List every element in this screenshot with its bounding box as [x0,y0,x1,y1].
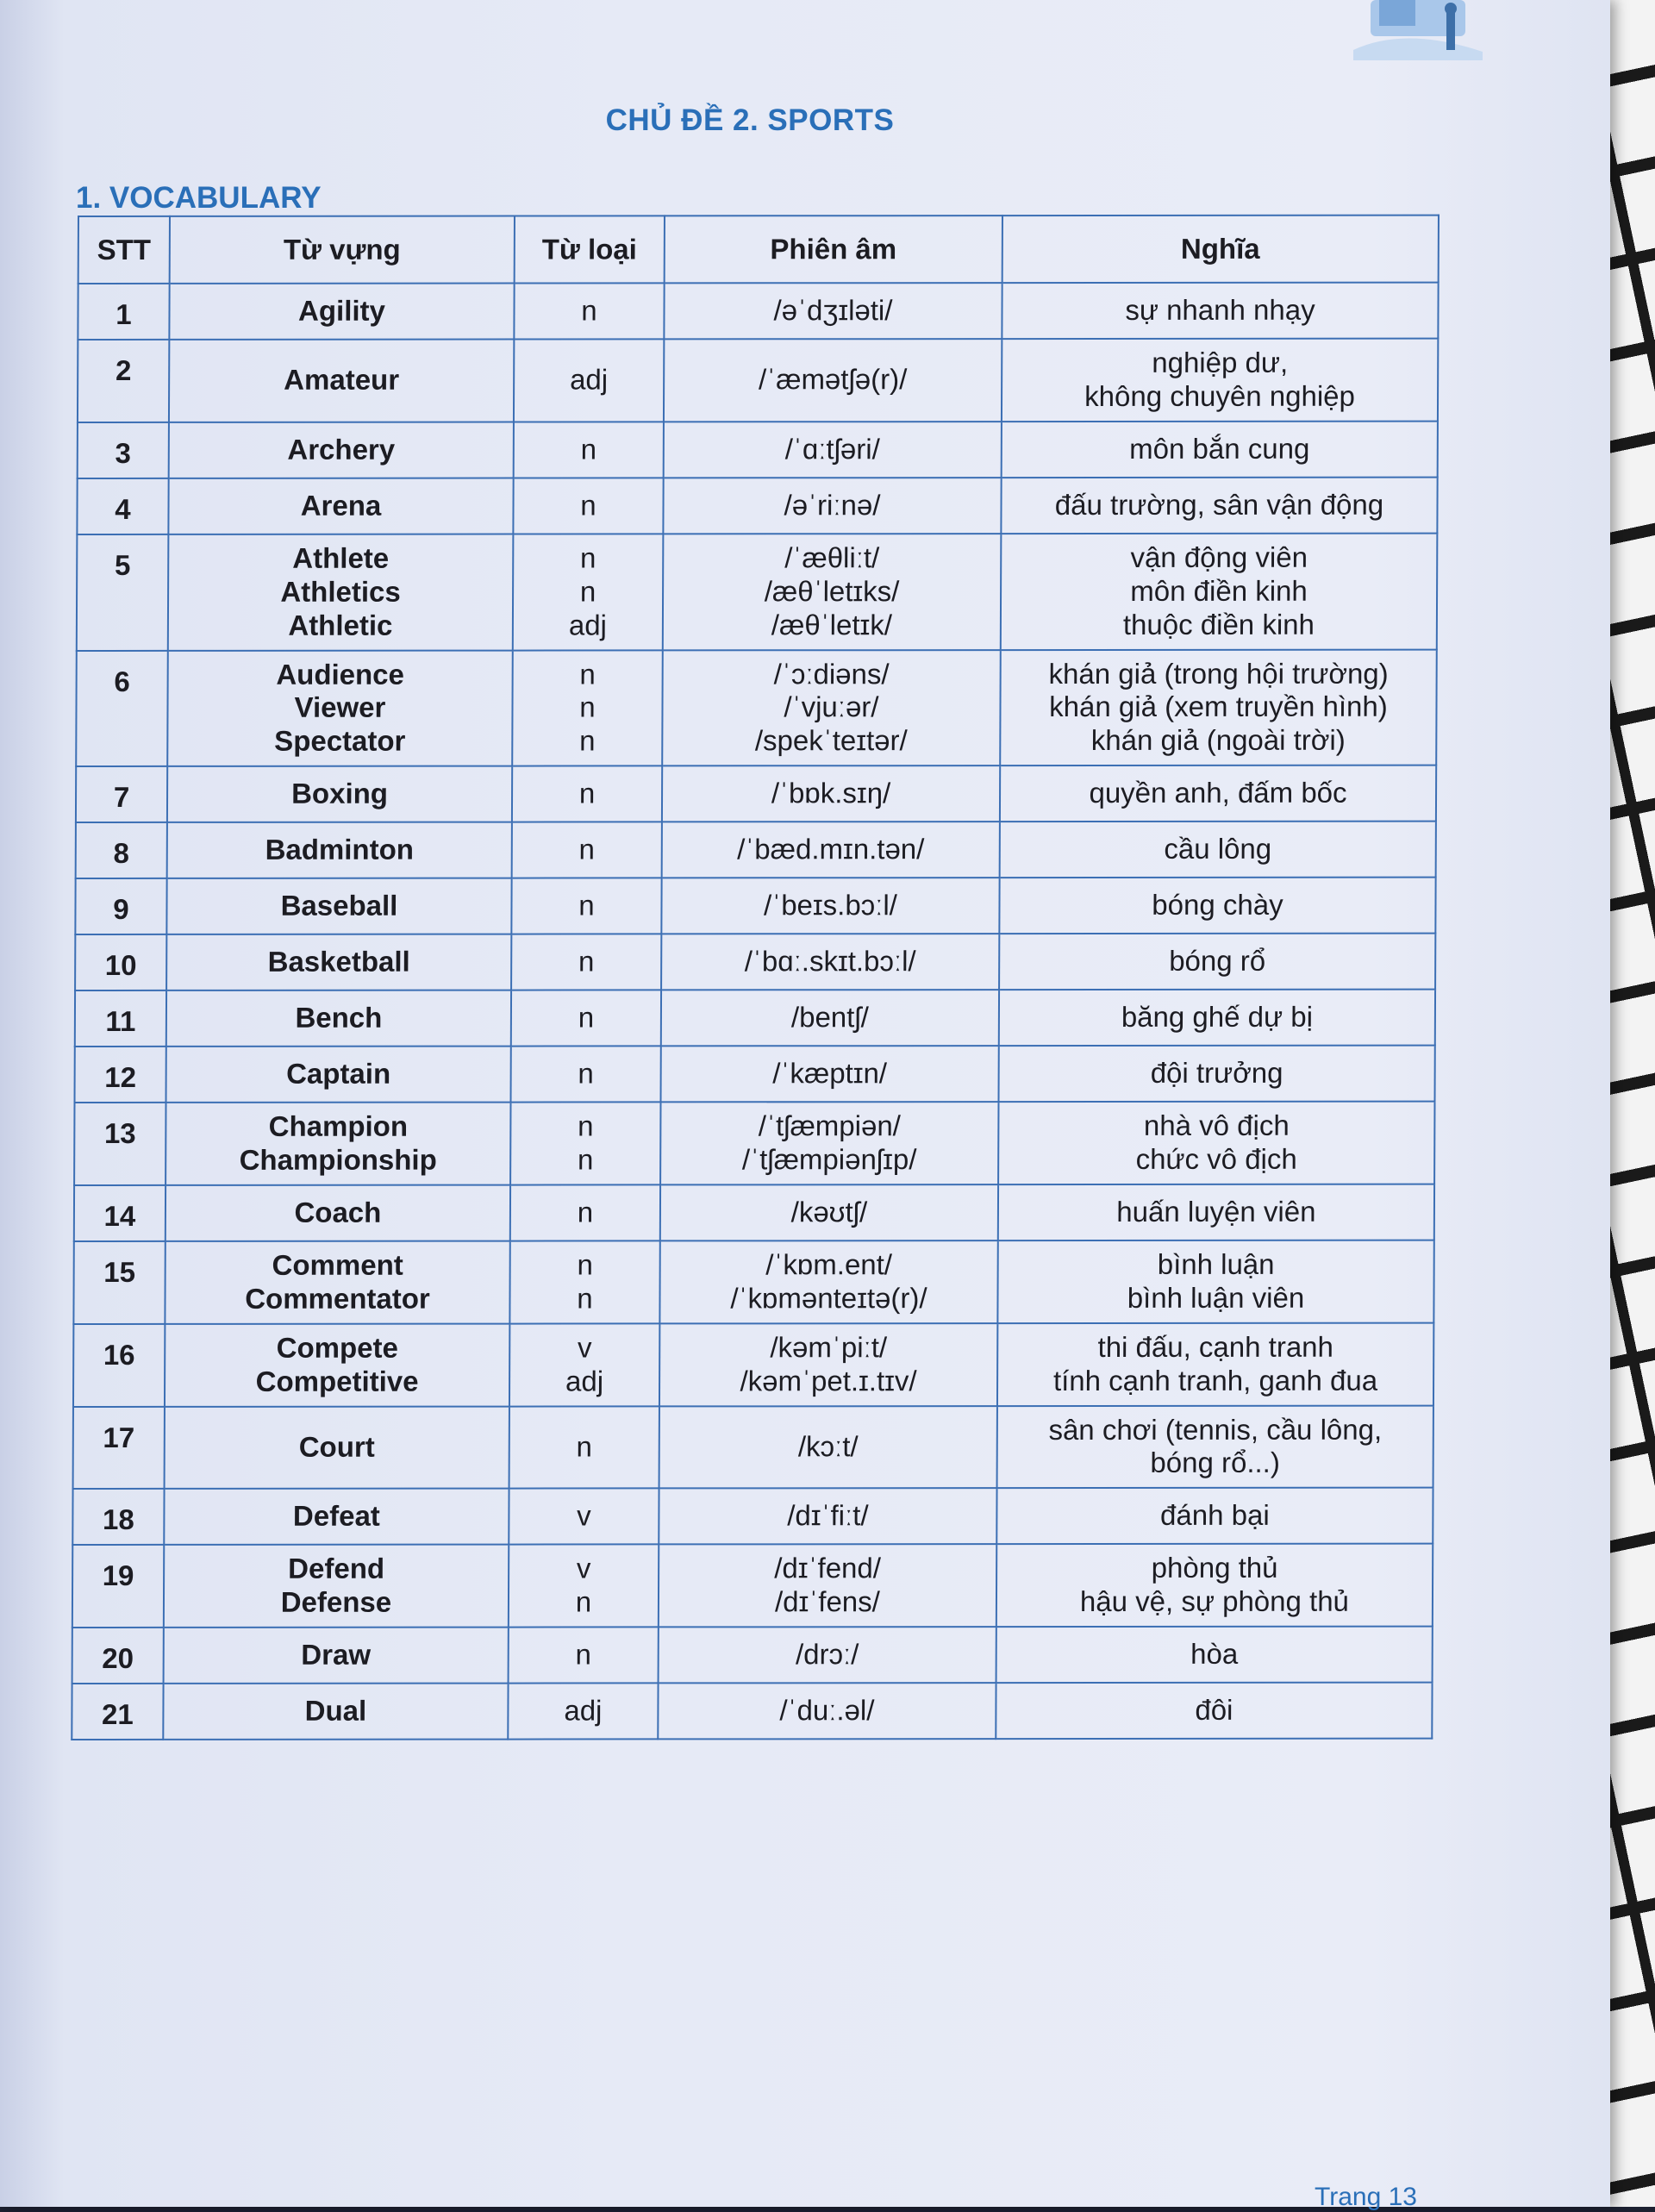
pos-cell [511,990,661,1046]
meaning-text: hậu vệ, sự phòng thủ [1079,1584,1350,1618]
part-of-speech: n [578,1109,594,1142]
pos-cell [513,534,664,650]
part-of-speech: n [575,1638,591,1671]
table-row [74,1184,1434,1240]
phonetic-transcription: /bentʃ/ [790,1001,869,1034]
phonetic-transcription: /dɪˈfens/ [774,1585,880,1618]
word-cell [166,1184,510,1240]
row-number: 7 [76,766,167,822]
pos-cell [514,339,664,422]
meaning-text: cầu lông [1164,833,1272,865]
vocab-word: Commentator [245,1282,430,1315]
part-of-speech: n [576,1430,593,1463]
word-cell [167,822,512,878]
part-of-speech: n [578,889,595,922]
row-number: 4 [77,478,168,534]
pos-cell [510,1184,660,1240]
part-of-speech: n [579,690,596,723]
part-of-speech: n [575,1585,592,1618]
meaning-text: băng ghế dự bị [1121,1000,1314,1034]
word-cell [165,1406,509,1489]
phonetic-transcription: /dɪˈfend/ [774,1552,882,1584]
vocab-word: Arena [300,489,382,522]
meaning-cell [1002,339,1438,422]
phonetic-transcription: /spekˈteɪtər/ [754,724,908,757]
meaning-cell [998,1184,1434,1240]
row-number: 3 [78,422,169,478]
pos-cell [514,283,664,339]
header-pos: Từ loại [515,216,665,283]
pos-cell [513,478,663,534]
meaning-cell [999,990,1435,1046]
chapter-title: CHỦ ĐỀ 2. SPORTS [605,103,895,137]
meaning-text: chức vô địch [1135,1142,1297,1175]
row-number: 17 [73,1406,165,1489]
phonetic-transcription: /ˈæθliːt/ [784,541,880,573]
meaning-cell [1002,421,1438,477]
ipa-cell [662,650,1001,766]
vocab-word: Draw [301,1638,372,1671]
phonetic-transcription: /əˈdʒɪləti/ [773,294,893,327]
vocab-word: Comment [272,1248,403,1281]
table-row [72,1544,1433,1628]
table-row [73,1322,1433,1406]
ipa-cell [660,1184,998,1240]
phonetic-transcription: /ˈtʃæmpiənʃɪp/ [741,1143,917,1176]
part-of-speech: n [578,833,596,865]
table-row [78,339,1438,422]
row-number: 5 [77,534,169,651]
row-number: 14 [74,1185,166,1241]
part-of-speech: v [577,1499,591,1532]
ipa-cell [659,1406,997,1489]
row-number: 6 [76,650,168,766]
row-number: 16 [73,1324,165,1407]
row-number: 20 [72,1628,164,1684]
pos-cell [509,1406,659,1489]
meaning-cell [997,1322,1433,1405]
pos-cell [508,1684,658,1740]
meaning-text: bình luận viên [1127,1281,1305,1314]
vocab-word: Competitive [255,1365,419,1397]
ipa-cell [660,1102,998,1184]
pos-cell [511,878,661,934]
meaning-cell [997,1240,1433,1322]
vocab-word: Defense [280,1585,392,1619]
part-of-speech: n [579,541,596,574]
row-number: 18 [72,1489,164,1545]
row-number: 13 [74,1103,166,1185]
ipa-cell [661,990,999,1046]
word-cell [169,339,514,422]
word-cell [166,1047,511,1103]
part-of-speech: v [577,1331,592,1364]
meaning-cell [1000,649,1437,765]
table-row [78,283,1438,340]
ipa-cell [658,1683,996,1739]
table-row [76,765,1436,822]
table-row [75,934,1435,990]
part-of-speech: n [577,1143,594,1176]
vocab-word: Boxing [291,778,389,810]
phonetic-transcription: /ˈbæd.mɪn.tən/ [737,833,925,865]
vocab-word: Champion [268,1109,409,1142]
phonetic-transcription: /kəmˈpiːt/ [770,1330,888,1363]
meaning-cell [996,1683,1432,1739]
row-number: 15 [73,1241,165,1324]
word-cell [166,1103,510,1185]
pos-cell [512,822,662,878]
phonetic-transcription: /ˈɑːtʃəri/ [784,433,880,466]
part-of-speech: n [580,433,597,466]
part-of-speech: n [578,1001,595,1034]
row-number: 21 [72,1684,163,1740]
pos-cell [512,766,662,822]
vocab-word: Coach [294,1196,382,1228]
phonetic-transcription: /æθˈletɪk/ [771,608,893,640]
pos-cell [511,934,661,990]
ipa-cell [659,1323,997,1406]
phonetic-transcription: /kəmˈpet.ɪ.tɪv/ [740,1364,917,1397]
pos-cell [509,1240,659,1323]
vocab-word: Amateur [284,364,400,397]
pos-cell [509,1628,659,1684]
ipa-cell [664,283,1002,339]
vocab-word: Bench [295,1001,383,1034]
part-of-speech: v [576,1552,591,1584]
phonetic-transcription: /kɔːt/ [797,1430,859,1463]
vocab-word: Baseball [280,889,398,922]
part-of-speech: adj [565,1365,604,1397]
meaning-cell [999,934,1435,990]
table-row [72,1488,1433,1545]
phonetic-transcription: /ˈbɒk.sɪŋ/ [771,777,891,809]
phonetic-transcription: /dɪˈfiːt/ [787,1499,869,1532]
page-number: Trang 13 [1315,2183,1417,2211]
phonetic-transcription: /ˈtʃæmpiən/ [758,1109,901,1142]
vocab-word: Defeat [292,1500,380,1533]
meaning-cell [997,1405,1433,1488]
meaning-text: nghiệp dư, không chuyên nghiệp [1084,346,1356,412]
meaning-cell [999,878,1435,934]
part-of-speech: n [578,777,596,809]
word-cell [164,1489,509,1545]
phonetic-transcription: /æθˈletɪks/ [764,574,900,607]
table-header-row [78,216,1439,284]
phonetic-transcription: /ˈɔːdiəns/ [773,657,890,690]
meaning-cell [1000,822,1436,878]
part-of-speech: n [578,1057,594,1090]
vocab-word: Basketball [267,945,410,978]
meaning-text: đội trưởng [1150,1056,1283,1089]
phonetic-transcription: /kəʊtʃ/ [790,1196,868,1228]
table-row [76,822,1436,878]
meaning-cell [1002,283,1438,339]
pos-cell [510,1102,660,1184]
row-number: 2 [78,340,169,422]
row-number: 9 [75,878,166,934]
part-of-speech: n [577,1282,593,1315]
table-row [77,477,1437,534]
meaning-text: môn điền kinh [1130,574,1308,607]
meaning-text: khán giả (ngoài trời) [1090,724,1346,757]
meaning-text: sân chơi (tennis, cầu lông, bóng rổ...) [1048,1413,1383,1479]
pos-cell [509,1545,659,1628]
row-number: 10 [75,934,166,990]
vocab-word: Spectator [274,725,406,758]
meaning-cell [998,1102,1434,1184]
phonetic-transcription: /drɔː/ [795,1638,859,1671]
phonetic-transcription: /ˈduː.əl/ [779,1694,875,1727]
meaning-cell [996,1627,1433,1683]
meaning-cell [996,1488,1433,1544]
word-cell [168,478,513,534]
phonetic-transcription: /ˈkɒm.ent/ [765,1247,893,1281]
meaning-text: bóng chày [1152,888,1283,922]
ipa-cell [661,878,999,934]
meaning-text: khán giả (xem truyền hình) [1049,690,1388,723]
ipa-cell [662,822,1000,878]
table-row [75,1046,1435,1103]
pos-cell [509,1489,659,1545]
part-of-speech: n [577,1248,593,1281]
phonetic-transcription: /ˈbeɪs.bɔːl/ [764,889,897,922]
word-cell [169,284,514,340]
vocab-word: Championship [239,1143,437,1176]
row-number: 8 [76,822,167,878]
word-cell [167,766,512,822]
vocab-word: Dual [304,1694,367,1727]
vocab-word: Audience [276,658,405,690]
section-title: 1. VOCABULARY [76,181,322,215]
word-cell [163,1684,508,1740]
header-meaning: Nghĩa [1002,216,1439,283]
header-ipa: Phiên âm [665,216,1002,283]
table-row [77,533,1438,650]
pos-cell [509,1323,659,1406]
meaning-text: đấu trường, sân vận động [1054,488,1384,521]
table-row [73,1405,1433,1489]
header-word: Từ vựng [170,216,515,284]
table-row [73,1240,1433,1323]
vocab-word: Athlete [292,541,390,574]
table-row [75,878,1435,934]
meaning-cell [1000,765,1436,822]
part-of-speech: adj [570,363,609,396]
meaning-text: huấn luyện viên [1116,1195,1316,1228]
vocab-word: Athletic [288,609,393,641]
part-of-speech: n [578,945,595,978]
meaning-text: phòng thủ [1151,1552,1278,1584]
word-cell [166,878,511,934]
ipa-cell [664,339,1002,422]
meaning-text: môn bắn cung [1129,432,1310,465]
meaning-text: bình luận [1157,1247,1275,1280]
meaning-text: đôi [1195,1693,1233,1727]
row-number: 1 [78,284,169,340]
word-cell [169,422,514,478]
ipa-cell [663,534,1002,650]
ipa-cell [659,1544,996,1627]
table-row [72,1683,1432,1740]
word-cell [164,1628,509,1684]
vocab-word: Captain [286,1057,391,1090]
pos-cell [512,650,663,766]
meaning-text: sự nhanh nhạy [1125,293,1315,326]
meaning-cell [999,1046,1435,1102]
vocab-word: Compete [276,1331,398,1364]
ipa-cell [661,934,999,990]
meaning-text: thuộc điền kinh [1122,608,1315,640]
row-number: 12 [75,1047,166,1103]
part-of-speech: n [580,489,596,522]
vocab-word: Court [298,1430,375,1463]
meaning-text: vận động viên [1130,541,1308,573]
vocabulary-table [71,215,1440,1740]
row-number: 11 [75,990,166,1047]
ipa-cell [659,1627,996,1683]
word-cell [165,1240,509,1323]
phonetic-transcription: /ˈæmətʃə(r)/ [758,363,908,396]
part-of-speech: n [581,294,597,327]
table-row [74,1102,1434,1185]
ipa-cell [662,765,1000,822]
word-cell [167,650,513,766]
header-stt: STT [78,216,170,284]
word-cell [164,1545,509,1628]
meaning-text: tính cạnh tranh, ganh đua [1052,1364,1378,1397]
vocab-word: Archery [287,433,396,466]
vocab-word: Viewer [294,691,386,724]
phonetic-transcription: /ˈbɑː.skɪt.bɔːl/ [744,945,916,978]
pos-cell [511,1046,661,1102]
ipa-cell [664,422,1002,478]
vocab-word: Badminton [265,833,415,866]
meaning-text: khán giả (trong hội trường) [1048,657,1389,690]
word-cell [168,534,514,650]
phonetic-transcription: /əˈriːnə/ [784,488,881,522]
ipa-cell [661,1046,999,1102]
phonetic-transcription: /ˈkæptɪn/ [772,1057,888,1090]
pos-cell [514,422,664,478]
meaning-cell [1001,477,1437,533]
part-of-speech: n [579,724,596,757]
meaning-cell [1001,533,1438,649]
meaning-text: hòa [1190,1638,1239,1671]
ipa-cell [659,1240,997,1323]
meaning-text: quyền anh, đấm bốc [1089,777,1347,809]
table-row [76,649,1437,766]
phonetic-transcription: /ˈvjuːər/ [784,690,879,723]
meaning-text: nhà vô địch [1143,1109,1290,1141]
meaning-cell [996,1544,1433,1627]
word-cell [165,1323,509,1406]
part-of-speech: adj [568,609,608,641]
part-of-speech: adj [564,1694,603,1727]
table-row [72,1627,1433,1684]
meaning-text: thi đấu, cạnh tranh [1097,1330,1334,1363]
vocab-word: Defend [288,1553,385,1585]
meaning-text: đánh bại [1160,1499,1270,1532]
part-of-speech: n [577,1196,594,1228]
vocab-word: Athletics [280,575,401,608]
word-cell [166,934,511,990]
table-row [75,990,1435,1047]
table-row [78,421,1438,478]
vocab-word: Agility [298,294,386,327]
row-number: 19 [72,1545,164,1628]
corner-illustration-icon [1353,0,1483,60]
ipa-cell [659,1488,996,1544]
part-of-speech: n [579,657,596,690]
ipa-cell [663,478,1001,534]
phonetic-transcription: /ˈkɒmənteɪtə(r)/ [730,1281,927,1315]
word-cell [166,990,511,1047]
meaning-text: bóng rổ [1169,944,1266,978]
part-of-speech: n [579,575,596,608]
